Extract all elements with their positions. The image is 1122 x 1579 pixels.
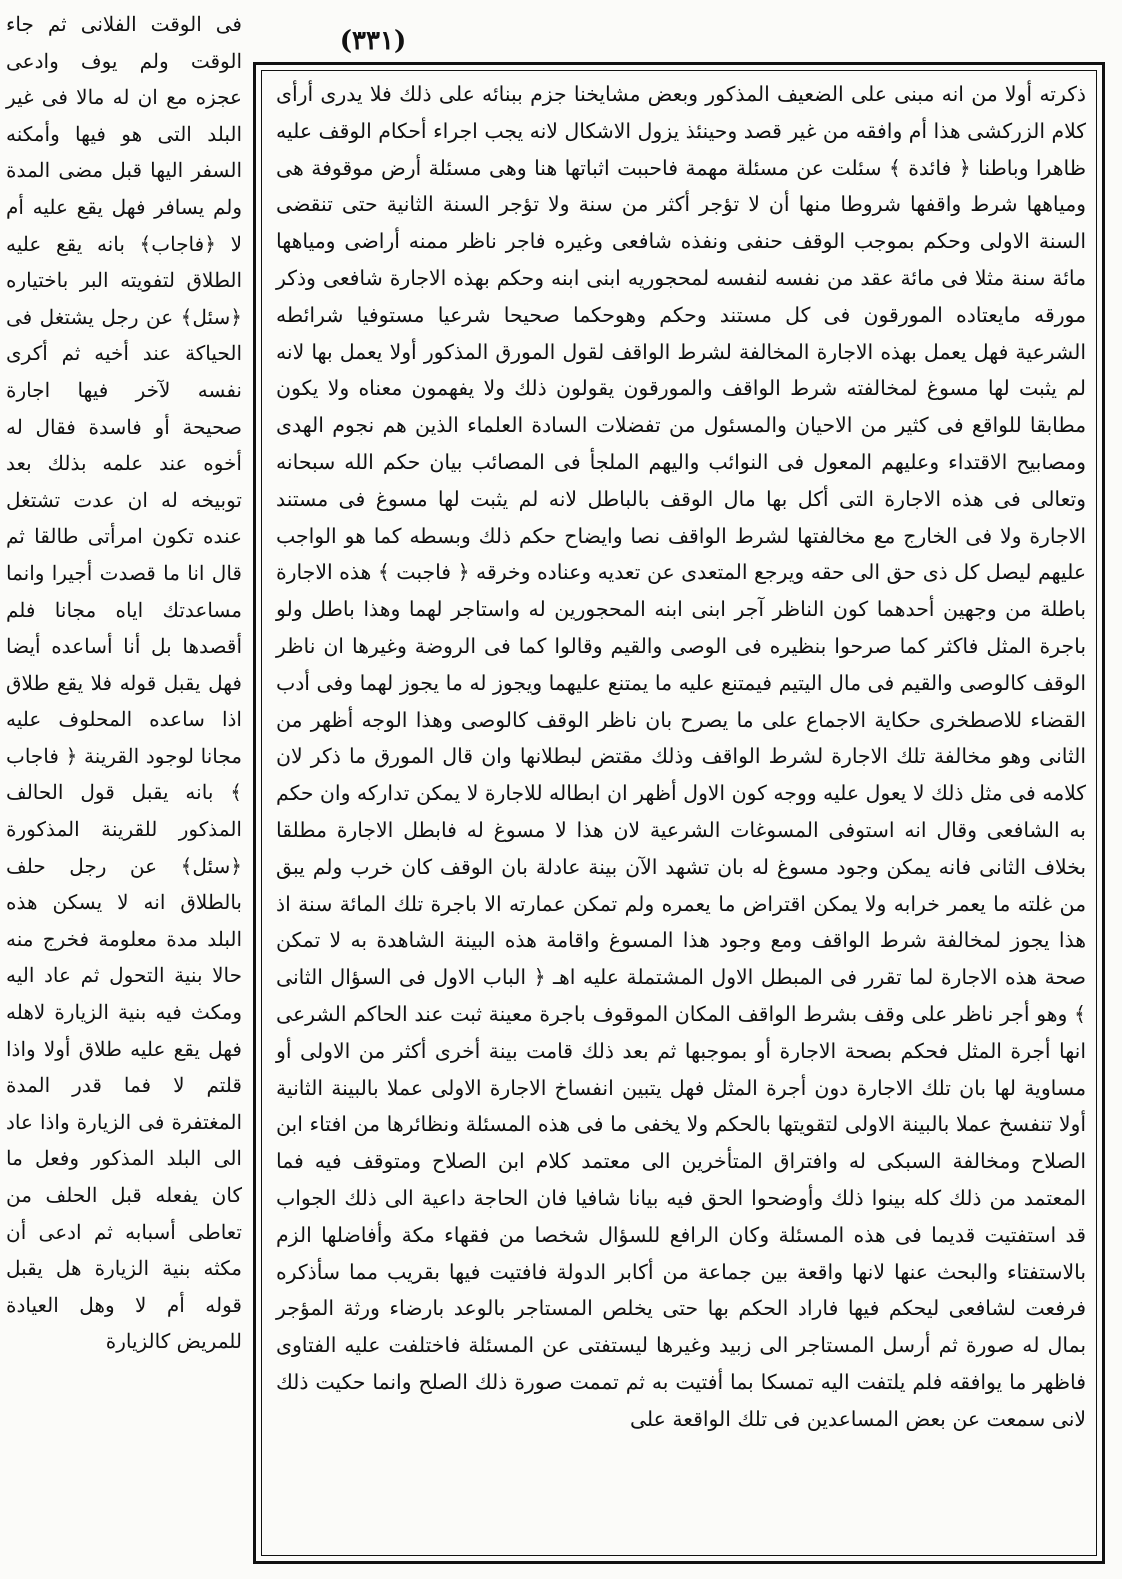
- page-number: (٣٣١): [339, 26, 407, 56]
- main-body-text: ذكرته أولا من انه مبنى على الضعيف المذكور وبعض مشايخنا جزم ببنائه على ذلك فلا يدرى أرأى كلام الزركشى هذا أم وافقه من غير قصد وحينئذ يزول الاشكال لانه يجب اجراء أحكام الوقف عليه ظاهرا وباطنا ﴿ فائدة ﴾ سئلت عن مسئلة مهمة فاحببت اثباتها هنا وهى مسئلة أرض موقوفة هى ومياهها شرط واقفها شروطا منها أن لا تؤجر أكثر من سنة ولا تؤجر السنة الثانية حتى تنقضى السنة الاولى وحكم بموجب الوقف حنفى ونفذه شافعى وغيره فاجر ناظر ممنه أراضى ومياهها مائة سنة مثلا فى مائة عقد من نفسه لنفسه لمحجوريه ابنى ابنه وحكم بهذه الاجارة شافعى وذكر مورقه مايعتاده المورقون فى كل مستند وحكم وهوحكما صحيحا شرعيا مستوفيا شرائطه الشرعية فهل يعمل بهذه الاجارة المخالفة لشرط الواقف لقول المورق المذكور أولا يعمل بها لانه لم يثبت لها مسوغ لمخالفته شرط الواقف والمورقون يقولون ذلك ولا يفهمون معناه ولا يكون مطابقا للواقع فى كثير من الاحيان والمسئول من تفضلات السادة العلماء الذين هم نجوم الهدى ومصابيح الاقتداء وعليهم المعول فى النوائب واليهم الملجأ فى المصائب بيان حكم الله سبحانه وتعالى فى هذه الاجارة التى أكل بها مال الوقف بالباطل لانه لم يثبت لها مسوغ فى مستند الاجارة ولا فى الخارج مع مخالفتها لشرط الواقف نصا وايضاح حكم ذلك وبسطه كما هو الواجب عليهم ليصل كل ذى حق الى حقه ويرجع المتعدى عن تعديه وعناده وخرقه ﴿ فاجبت ﴾ هذه الاجارة باطلة من وجهين أحدهما كون الناظر آجر ابنى ابنه المحجورين له واستاجر لهما وهذا باطل ولو باجرة المثل فاكثر كما صرحوا بنظيره فى الوصى والقيم وقالوا كما فى الروضة وغيرها ان ناظر الوقف كالوصى والقيم فى مال اليتيم فيمتنع عليه ما يمتنع عليهما ويجوز له ما يجوز لهما وفى أدب القضاء للاصطخرى حكاية الاجماع على ما يصرح بان ناظر الوقف كالوصى وهذا الوجه أظهر من الثانى وهو مخالفة تلك الاجارة لشرط الواقف وذلك مقتض لبطلانها وان قال المورق ما ذكر لان كلامه فى مثل ذلك لا يعول عليه ووجه كون الاول أظهر ان ابطاله للاجارة لا يمكن تداركه وان حكم به الشافعى وقال انه استوفى المسوغات الشرعية لان هذا لا مسوغ له فابطل الاجارة مطلقا بخلاف الثانى فانه يمكن وجود مسوغ له بان تشهد الآن بينة عادلة بان الوقف كان خرب ولم يبق من غلته ما يعمر خرابه ولا يمكن اقتراض ما يعمره ولم تمكن عمارته الا باجرة تلك المائة سنة اذ هذا يجوز لمخالفة شرط الواقف ومع وجود هذا المسوغ واقامة هذه البينة الشاهدة به لا تمكن صحة هذه الاجارة لما تقرر فى المبطل الاول المشتملة عليه اهـ ﴿ الباب الاول فى السؤال الثانى ﴾ وهو أجر ناظر على وقف بشرط الواقف المكان الموقوف باجرة معينة ثبت عند الحاكم الشرعى انها أجرة المثل فحكم بصحة الاجارة أو بموجبها ثم بعد ذلك قامت بينة أخرى أكثر من الاولى أو مساوية لها بان تلك الاجارة دون أجرة المثل فهل يتبين انفساخ الاجارة الاولى عملا بالبينة الثانية أولا تنفسخ عملا بالبينة الاولى لتقويتها بالحكم ولا يخفى ما فى هذه المسئلة ونظائرها من افتاء ابن الصلاح ومخالفة السبكى له وافتراق المتأخرين الى معتمد كلام ابن الصلاح ومتوقف فيه فما المعتمد من ذلك كله بينوا ذلك وأوضحوا الحق فيه بيانا شافيا فان الحاجة داعية الى ذلك الجواب قد استفتيت قديما فى هذه المسئلة وكان الرافع للسؤال شخصا من فقهاء مكة وأفاضلها الزم بالاستفتاء والبحث عنها لانها واقعة بين جماعة من أكابر الدولة فافتيت فيها بقريب مما سأذكره فرفعت لشافعى ليحكم فيها فاراد الحكم بها حتى يخلص المستاجر بالوعد بارضاء ورثة المؤجر بمال له صورة ثم أرسل المستاجر الى زبيد وغيرها ليستفتى عن المسئلة فاختلفت عليه الفتاوى فاظهر ما يوافقه فلم يلتفت اليه تمسكا بما أفتيت به ثم تممت صورة ذلك الصلح وانما حكيت ذلك لانى سمعت عن بعض المساعدين فى تلك الواقعة على: [275, 82, 1086, 1431]
- margin-commentary-text: فى الوقت الفلانى ثم جاء الوقت ولم يوف وادعى عجزه مع ان له مالا فى غير البلد التى هو فيها وأمكنه السفر اليها قبل مضى المدة ولم يسافر فهل يقع عليه أم لا ﴿فاجاب﴾ بانه يقع عليه الطلاق لتفويته البر باختياره ﴿سئل﴾ عن رجل يشتغل فى الحياكة عند أخيه ثم أكرى نفسه لآخر فيها اجارة صحيحة أو فاسدة فقال له أخوه عند علمه بذلك بعد توبيخه له ان عدت تشتغل عنده تكون امرأتى طالقا ثم قال انا ما قصدت أجيرا وانما مساعدتك اياه مجانا فلم أقصدها بل أنا أساعده أيضا فهل يقبل قوله فلا يقع طلاق اذا ساعده المحلوف عليه مجانا لوجود القرينة ﴿ فاجاب ﴾ بانه يقبل قول الحالف المذكور للقرينة المذكورة ﴿سئل﴾ عن رجل حلف بالطلاق انه لا يسكن هذه البلد مدة معلومة فخرج منه حالا بنية التحول ثم عاد اليه ومكث فيه بنية الزيارة لاهله فهل يقع عليه طلاق أولا واذا قلتم لا فما قدر المدة المغتفرة فى الزيارة واذا عاد الى البلد المذكور وفعل ما كان يفعله قبل الحلف من تعاطى أسبابه ثم ادعى أن مكثه بنية الزيارة هل يقبل قوله أم لا وهل العيادة للمريض كالزيارة: [6, 12, 242, 1354]
